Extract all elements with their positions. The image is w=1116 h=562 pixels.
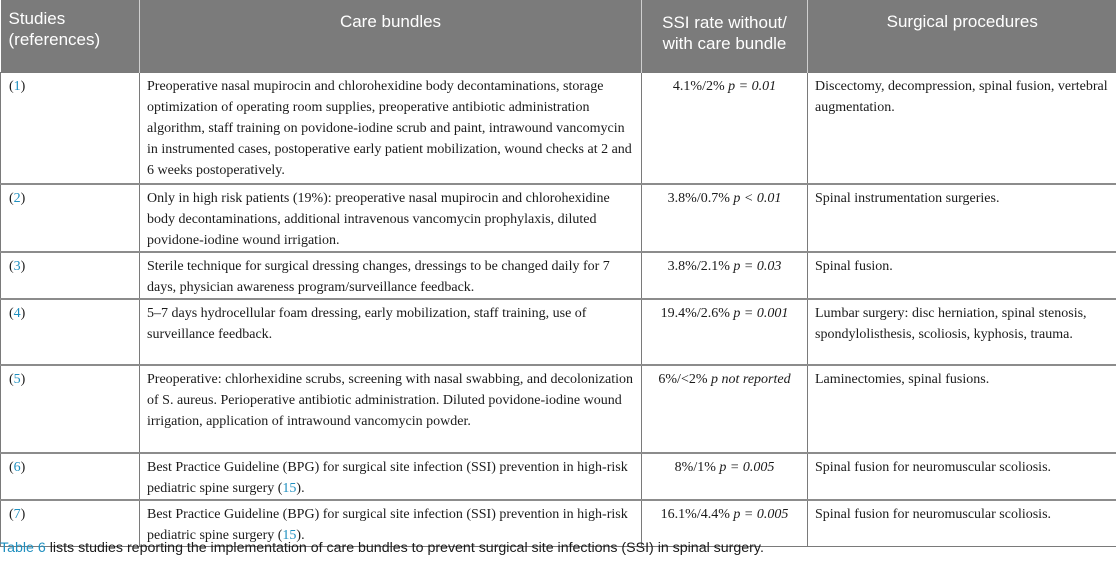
ssi-rate-values: 3.8%/2.1%: [667, 258, 730, 274]
ssi-rate-cell: [642, 184, 808, 252]
header-studies-line1: Studies: [8, 9, 66, 28]
reference-link[interactable]: 1: [13, 79, 21, 94]
surgical-procedure-cell: Laminectomies, spinal fusions.: [808, 365, 1116, 453]
p-value: p < 0.01: [733, 190, 782, 206]
citation-link[interactable]: 15: [282, 527, 297, 543]
table-row: [1, 73, 1116, 184]
table-row: [1, 252, 1116, 299]
caption-text: lists studies reporting the implementation of care bundles to prevent surgical site infections (SSI) in spinal surgery.: [45, 540, 764, 556]
p-value: p = 0.005: [733, 506, 789, 522]
ssi-rate-values: 3.8%/0.7%: [667, 190, 730, 206]
surgical-procedure-cell: Spinal instrumentation surgeries.: [808, 184, 1116, 252]
reference-link[interactable]: 7: [13, 506, 21, 522]
ssi-rate-cell: [642, 73, 808, 184]
surgical-procedure-cell: Spinal fusion for neuromuscular scoliosis.: [808, 453, 1116, 500]
study-reference: (3): [1, 252, 140, 299]
reference-link[interactable]: 4: [13, 305, 21, 321]
care-bundle-cell: Best Practice Guideline (BPG) for surgical site infection (SSI) prevention in high-risk pediatric spine surgery (15).: [140, 453, 642, 500]
p-value: p = 0.001: [733, 305, 789, 321]
table-ref-link[interactable]: Table 6: [0, 540, 46, 556]
study-reference: (4): [1, 299, 140, 365]
table-row: [1, 453, 1116, 500]
header-ssi-rate: [642, 0, 808, 73]
header-surgical-procedures: Surgical procedures: [808, 0, 1116, 73]
reference-link[interactable]: 6: [13, 459, 21, 475]
surgical-procedure-cell: Lumbar surgery: disc herniation, spinal stenosis, spondylolisthesis, scoliosis, kyphosis, trauma.: [808, 299, 1116, 365]
study-reference: (5): [1, 365, 140, 453]
p-value: p = 0.01: [728, 79, 777, 94]
header-rate-line2: with care bundle: [662, 34, 787, 53]
study-reference: (1): [1, 73, 140, 184]
ssi-rate-cell: [642, 252, 808, 299]
ssi-rate-cell: [642, 453, 808, 500]
header-care-bundles: Care bundles: [140, 0, 642, 73]
ssi-rate-values: 16.1%/4.4%: [660, 506, 730, 522]
care-bundle-cell: Best Practice Guideline (BPG) for surgical site infection (SSI) prevention in high-risk pediatric spine surgery (15).: [140, 500, 642, 547]
study-reference: (7): [1, 500, 140, 547]
table-caption: [0, 540, 764, 556]
p-value: p = 0.005: [719, 459, 775, 475]
care-bundle-cell: Preoperative nasal mupirocin and chlorohexidine body decontaminations, storage optimization of operating room supplies, preoperative antibiotic administration algorithm, staff training on povidone-iodine scrub and paint, intrawound vancomycin in instrumented cases, postoperative early patient mobilization, wound checks at 2 and 6 weeks postoperatively.: [140, 73, 642, 184]
care-bundle-cell: Preoperative: chlorhexidine scrubs, screening with nasal swabbing, and decolonization of S. aureus. Perioperative antibiotic administration. Diluted povidone-iodine wound irrigation, application of intrawound vancomycin powder.: [140, 365, 642, 453]
care-bundle-cell: Only in high risk patients (19%): preoperative nasal mupirocin and chlorohexidine body decontaminations, additional intravenous vancomycin prophylaxis, diluted povidone-iodine wound irrigation.: [140, 184, 642, 252]
table-row: [1, 184, 1116, 252]
study-reference: (6): [1, 453, 140, 500]
table-row: [1, 365, 1116, 453]
ssi-rate-values: 8%/1%: [674, 459, 716, 475]
ssi-rate-cell: [642, 365, 808, 453]
p-value: p = 0.03: [733, 258, 782, 274]
header-studies-line2: (references): [8, 30, 101, 49]
reference-link[interactable]: 2: [13, 190, 21, 206]
care-bundle-cell: Sterile technique for surgical dressing changes, dressings to be changed daily for 7 days, physician awareness program/surveillance feedback.: [140, 252, 642, 299]
ssi-rate-values: 4.1%/2%: [672, 79, 725, 94]
ssi-rate-values: 6%/<2%: [658, 371, 708, 387]
care-bundle-cell: 5–7 days hydrocellular foam dressing, early mobilization, staff training, use of surveillance feedback.: [140, 299, 642, 365]
table-header-row: [1, 0, 1116, 73]
header-rate-line1: SSI rate without/: [662, 13, 787, 32]
p-value: p not reported: [711, 371, 791, 387]
surgical-procedure-cell: Spinal fusion for neuromuscular scoliosis.: [808, 500, 1116, 547]
citation-link[interactable]: 15: [282, 480, 297, 496]
table-row: [1, 299, 1116, 365]
header-studies: [1, 0, 140, 73]
study-reference: (2): [1, 184, 140, 252]
ssi-rate-values: 19.4%/2.6%: [660, 305, 730, 321]
surgical-procedure-cell: Spinal fusion.: [808, 252, 1116, 299]
reference-link[interactable]: 5: [13, 371, 21, 387]
surgical-procedure-cell: Discectomy, decompression, spinal fusion, vertebral augmentation.: [808, 73, 1116, 184]
ssi-rate-cell: [642, 299, 808, 365]
reference-link[interactable]: 3: [13, 258, 21, 274]
